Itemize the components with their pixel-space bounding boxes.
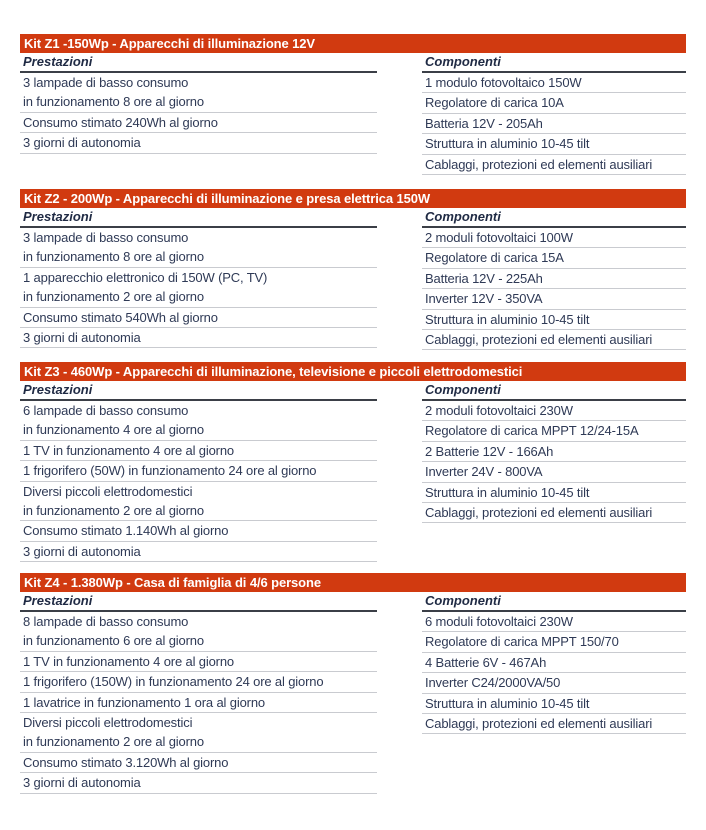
prestazioni-column — [20, 592, 377, 794]
item-text-line: Consumo stimato 540Wh al giorno — [23, 309, 218, 325]
kit-title: Kit Z2 - 200Wp - Apparecchi di illuminazione e presa elettrica 150W — [20, 189, 686, 208]
item-text: Cablaggi, protezioni ed elementi ausiliari — [425, 715, 653, 731]
item-text-line: 6 lampade di basso consumo — [23, 403, 189, 418]
prestazione-item — [20, 113, 377, 133]
item-text-line: 1 frigorifero (150W) in funzionamento 24 ore al giorno — [23, 674, 324, 690]
componente-item — [422, 442, 686, 462]
prestazione-item — [20, 461, 377, 481]
componente-item — [422, 269, 686, 289]
prestazione-item — [20, 268, 377, 308]
item-text-line: in funzionamento 4 ore al giorno — [23, 422, 204, 438]
item-text-line: 1 frigorifero (50W) in funzionamento 24 ore al giorno — [23, 463, 317, 479]
componente-item — [422, 330, 686, 350]
item-text-line: in funzionamento 8 ore al giorno — [23, 249, 204, 265]
prestazione-item — [20, 612, 377, 652]
prestazione-item — [20, 672, 377, 692]
item-text-line: 1 TV in funzionamento 4 ore al giorno — [23, 442, 235, 458]
prestazioni-column — [20, 381, 377, 562]
item-text: Struttura in aluminio 10-45 tilt — [425, 311, 590, 327]
prestazione-item — [20, 73, 377, 113]
componente-item — [422, 73, 686, 93]
item-text: Cablaggi, protezioni ed elementi ausiliari — [425, 156, 653, 172]
item-text: 2 moduli fotovoltaici 230W — [425, 403, 573, 418]
kit-z2-section — [20, 189, 686, 347]
item-text-line: 1 lavatrice in funzionamento 1 ora al giorno — [23, 694, 265, 710]
componente-item — [422, 310, 686, 330]
item-text: 1 modulo fotovoltaico 150W — [425, 75, 582, 90]
componente-item — [422, 289, 686, 309]
item-text: 2 Batterie 12V - 166Ah — [425, 443, 554, 459]
prestazione-item — [20, 521, 377, 541]
prestazione-item — [20, 328, 377, 348]
prestazione-item — [20, 713, 377, 753]
item-text-line: 3 lampade di basso consumo — [23, 75, 189, 90]
prestazione-item — [20, 773, 377, 793]
componente-item — [422, 155, 686, 175]
item-text-line: Consumo stimato 240Wh al giorno — [23, 114, 218, 130]
prestazione-item — [20, 228, 377, 268]
prestazione-item — [20, 753, 377, 773]
item-text: Inverter C24/2000VA/50 — [425, 675, 561, 691]
item-text-line: 3 giorni di autonomia — [23, 135, 141, 151]
prestazioni-heading: Prestazioni — [20, 381, 377, 401]
item-text: 4 Batterie 6V - 467Ah — [425, 654, 547, 670]
componente-item — [422, 228, 686, 248]
item-text-line: 8 lampade di basso consumo — [23, 614, 189, 629]
componente-item — [422, 612, 686, 632]
componente-item — [422, 714, 686, 734]
item-text-line: in funzionamento 2 ore al giorno — [23, 289, 204, 305]
kit-title: Kit Z1 -150Wp - Apparecchi di illuminazione 12V — [20, 34, 686, 53]
item-text: Regolatore di carica MPPT 150/70 — [425, 634, 619, 650]
prestazioni-heading: Prestazioni — [20, 592, 377, 612]
item-text: Cablaggi, protezioni ed elementi ausiliari — [425, 504, 653, 520]
prestazione-item — [20, 308, 377, 328]
prestazione-item — [20, 133, 377, 153]
componente-item — [422, 653, 686, 673]
componente-item — [422, 114, 686, 134]
kit-title: Kit Z3 - 460Wp - Apparecchi di illuminazione, televisione e piccoli elettrodomestici — [20, 362, 686, 381]
componente-item — [422, 421, 686, 441]
prestazioni-heading: Prestazioni — [20, 53, 377, 73]
item-text: Struttura in aluminio 10-45 tilt — [425, 695, 590, 711]
item-text: Inverter 12V - 350VA — [425, 291, 543, 307]
componenti-heading: Componenti — [422, 592, 686, 612]
prestazione-item — [20, 693, 377, 713]
componente-item — [422, 93, 686, 113]
componente-item — [422, 483, 686, 503]
kit-z3-section — [20, 362, 686, 559]
componente-item — [422, 503, 686, 523]
item-text: Inverter 24V - 800VA — [425, 464, 543, 480]
prestazioni-heading: Prestazioni — [20, 208, 377, 228]
componente-item — [422, 134, 686, 154]
item-text: Batteria 12V - 225Ah — [425, 270, 543, 286]
item-text: Struttura in aluminio 10-45 tilt — [425, 136, 590, 152]
item-text: 6 moduli fotovoltaici 230W — [425, 614, 573, 629]
item-text: Cablaggi, protezioni ed elementi ausiliari — [425, 331, 653, 347]
item-text-line: in funzionamento 2 ore al giorno — [23, 734, 204, 750]
componente-item — [422, 673, 686, 693]
item-text: Batteria 12V - 205Ah — [425, 115, 543, 131]
item-text: Regolatore di carica 10A — [425, 95, 564, 111]
componenti-column — [422, 53, 686, 175]
kit-z1-section — [20, 34, 686, 172]
item-text: Regolatore di carica MPPT 12/24-15A — [425, 423, 639, 439]
componenti-column — [422, 208, 686, 350]
item-text-line: in funzionamento 6 ore al giorno — [23, 633, 204, 649]
item-text-line: 3 lampade di basso consumo — [23, 230, 189, 245]
componenti-column — [422, 592, 686, 734]
item-text-line: 1 TV in funzionamento 4 ore al giorno — [23, 653, 235, 669]
item-text-line: Consumo stimato 1.140Wh al giorno — [23, 523, 229, 539]
item-text: Regolatore di carica 15A — [425, 250, 564, 266]
componente-item — [422, 248, 686, 268]
item-text-line: 3 giorni di autonomia — [23, 543, 141, 559]
componenti-heading: Componenti — [422, 208, 686, 228]
componente-item — [422, 401, 686, 421]
item-text-line: Consumo stimato 3.120Wh al giorno — [23, 754, 229, 770]
item-text-line: Diversi piccoli elettrodomestici — [23, 714, 193, 730]
item-text-line: in funzionamento 8 ore al giorno — [23, 94, 204, 110]
prestazione-item — [20, 441, 377, 461]
prestazioni-column — [20, 208, 377, 348]
kit-z4-section — [20, 573, 686, 791]
componenti-column — [422, 381, 686, 523]
componenti-heading: Componenti — [422, 381, 686, 401]
prestazione-item — [20, 401, 377, 441]
item-text-line: Diversi piccoli elettrodomestici — [23, 483, 193, 499]
prestazione-item — [20, 542, 377, 562]
kit-title: Kit Z4 - 1.380Wp - Casa di famiglia di 4/6 persone — [20, 573, 686, 592]
item-text-line: 3 giorni di autonomia — [23, 329, 141, 345]
item-text: 2 moduli fotovoltaici 100W — [425, 230, 573, 245]
componente-item — [422, 694, 686, 714]
componente-item — [422, 632, 686, 652]
componente-item — [422, 462, 686, 482]
prestazione-item — [20, 652, 377, 672]
item-text-line: 3 giorni di autonomia — [23, 775, 141, 791]
item-text: Struttura in aluminio 10-45 tilt — [425, 484, 590, 500]
prestazioni-column — [20, 53, 377, 154]
componenti-heading: Componenti — [422, 53, 686, 73]
prestazione-item — [20, 482, 377, 522]
item-text-line: in funzionamento 2 ore al giorno — [23, 502, 204, 518]
item-text-line: 1 apparecchio elettronico di 150W (PC, TV) — [23, 269, 268, 285]
